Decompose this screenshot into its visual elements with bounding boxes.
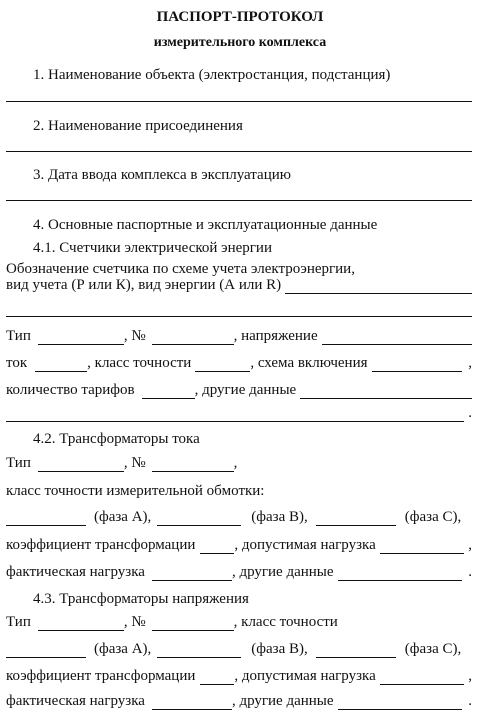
ct-actual-label: фактическая нагрузка bbox=[6, 564, 145, 580]
ct-load-comma: , bbox=[468, 537, 472, 553]
ct-other-field[interactable] bbox=[338, 568, 463, 581]
ct-phase-c-label: (фаза С), bbox=[404, 509, 462, 525]
ct-phase-b-label: (фаза В), bbox=[251, 509, 308, 525]
ct-other-label: , другие данные bbox=[231, 564, 334, 580]
vt-number-field[interactable] bbox=[152, 618, 234, 631]
vt-actual-label: фактическая нагрузка bbox=[6, 693, 145, 709]
ct-type-label: Тип bbox=[6, 455, 31, 471]
vt-phases-row bbox=[6, 641, 472, 658]
vt-phase-a-label: (фаза А), bbox=[94, 641, 152, 657]
item-4-label: 4. Основные паспортные и эксплуатационные данные bbox=[33, 217, 378, 233]
meter-other-label: , другие данные bbox=[194, 382, 297, 398]
meter-current-label: ток bbox=[6, 355, 28, 371]
vt-accuracy-label: , класс точности bbox=[233, 614, 338, 630]
item-1-label: 1. Наименование объекта (электростанция, подстанция) bbox=[33, 67, 391, 83]
meter-extra-line[interactable] bbox=[6, 316, 472, 317]
meter-current-row bbox=[6, 355, 472, 372]
item-3-label: 3. Дата ввода комплекса в эксплуатацию bbox=[33, 167, 291, 183]
meter-tariffs-row bbox=[6, 382, 472, 399]
vt-type-label: Тип bbox=[6, 614, 31, 630]
item-1-fill-line[interactable] bbox=[6, 101, 472, 102]
item-2-fill-line[interactable] bbox=[6, 151, 472, 152]
vt-other-label: , другие данные bbox=[231, 693, 334, 709]
meter-number-field[interactable] bbox=[152, 332, 234, 345]
vt-type-row bbox=[6, 614, 338, 631]
ct-phase-c-field[interactable] bbox=[316, 513, 396, 526]
meter-tariffs-field[interactable] bbox=[142, 386, 195, 399]
vt-actual-row bbox=[6, 693, 472, 710]
vt-phase-c-label: (фаза С), bbox=[404, 641, 462, 657]
ct-type-row bbox=[6, 455, 237, 472]
meter-kind-row bbox=[6, 277, 472, 294]
meter-extra-field[interactable] bbox=[6, 409, 464, 422]
vt-type-field[interactable] bbox=[38, 618, 124, 631]
meter-type-field[interactable] bbox=[38, 332, 124, 345]
vt-load-comma: , bbox=[468, 668, 472, 684]
vt-phase-a-field[interactable] bbox=[6, 645, 86, 658]
vt-ratio-row bbox=[6, 668, 472, 685]
meter-voltage-field[interactable] bbox=[322, 332, 472, 345]
meter-scheme-label: , схема включения bbox=[250, 355, 368, 371]
meter-current-field[interactable] bbox=[35, 359, 87, 372]
ct-actual-field[interactable] bbox=[152, 568, 232, 581]
meter-tariffs-label: количество тарифов bbox=[6, 382, 135, 398]
item-3-fill-line[interactable] bbox=[6, 200, 472, 201]
ct-phase-a-label: (фаза А), bbox=[94, 509, 152, 525]
section-4-3-heading: 4.3. Трансформаторы напряжения bbox=[33, 591, 249, 607]
ct-load-label: , допустимая нагрузка bbox=[234, 537, 376, 553]
meter-accuracy-field[interactable] bbox=[195, 359, 250, 372]
meter-scheme-comma: , bbox=[468, 355, 472, 371]
vt-ratio-field[interactable] bbox=[200, 672, 234, 685]
ct-ratio-row bbox=[6, 537, 472, 554]
item-2-label: 2. Наименование присоединения bbox=[33, 118, 243, 134]
ct-number-field[interactable] bbox=[152, 459, 234, 472]
meter-voltage-label: , напряжение bbox=[233, 328, 318, 344]
ct-period: . bbox=[468, 564, 472, 580]
ct-load-field[interactable] bbox=[380, 541, 464, 554]
meter-extra-row bbox=[6, 405, 472, 422]
meter-kind-label: вид учета (Р или К), вид энергии (А или R) bbox=[6, 277, 282, 293]
vt-actual-field[interactable] bbox=[152, 697, 232, 710]
meter-designation-label: Обозначение счетчика по схеме учета электроэнергии, bbox=[6, 261, 355, 277]
ct-phases-row bbox=[6, 509, 472, 526]
vt-phase-c-field[interactable] bbox=[316, 645, 396, 658]
vt-phase-b-field[interactable] bbox=[157, 645, 241, 658]
meter-scheme-field[interactable] bbox=[372, 359, 463, 372]
meter-period: . bbox=[468, 405, 472, 421]
section-4-2-heading: 4.2. Трансформаторы тока bbox=[33, 431, 200, 447]
meter-type-label: Тип bbox=[6, 328, 31, 344]
section-4-1-heading: 4.1. Счетчики электрической энергии bbox=[33, 240, 272, 256]
meter-number-label: , № bbox=[123, 328, 146, 344]
meter-type-row bbox=[6, 328, 472, 345]
page-subtitle: измерительного комплекса bbox=[153, 35, 327, 50]
page-title: ПАСПОРТ-ПРОТОКОЛ bbox=[156, 9, 324, 25]
ct-phase-b-field[interactable] bbox=[157, 513, 241, 526]
ct-accuracy-label: класс точности измерительной обмотки: bbox=[6, 483, 265, 499]
vt-load-field[interactable] bbox=[380, 672, 464, 685]
vt-ratio-label: коэффициент трансформации bbox=[6, 668, 196, 684]
ct-actual-row bbox=[6, 564, 472, 581]
ct-number-label: , № bbox=[123, 455, 146, 471]
ct-type-comma: , bbox=[233, 455, 238, 471]
vt-period: . bbox=[468, 693, 472, 709]
meter-other-field[interactable] bbox=[300, 386, 472, 399]
vt-other-field[interactable] bbox=[338, 697, 463, 710]
vt-number-label: , № bbox=[123, 614, 146, 630]
meter-accuracy-label: , класс точности bbox=[87, 355, 192, 371]
ct-ratio-field[interactable] bbox=[200, 541, 234, 554]
vt-phase-b-label: (фаза В), bbox=[251, 641, 308, 657]
ct-ratio-label: коэффициент трансформации bbox=[6, 537, 196, 553]
meter-kind-field[interactable] bbox=[285, 281, 472, 294]
vt-load-label: , допустимая нагрузка bbox=[234, 668, 376, 684]
ct-phase-a-field[interactable] bbox=[6, 513, 86, 526]
ct-type-field[interactable] bbox=[38, 459, 124, 472]
